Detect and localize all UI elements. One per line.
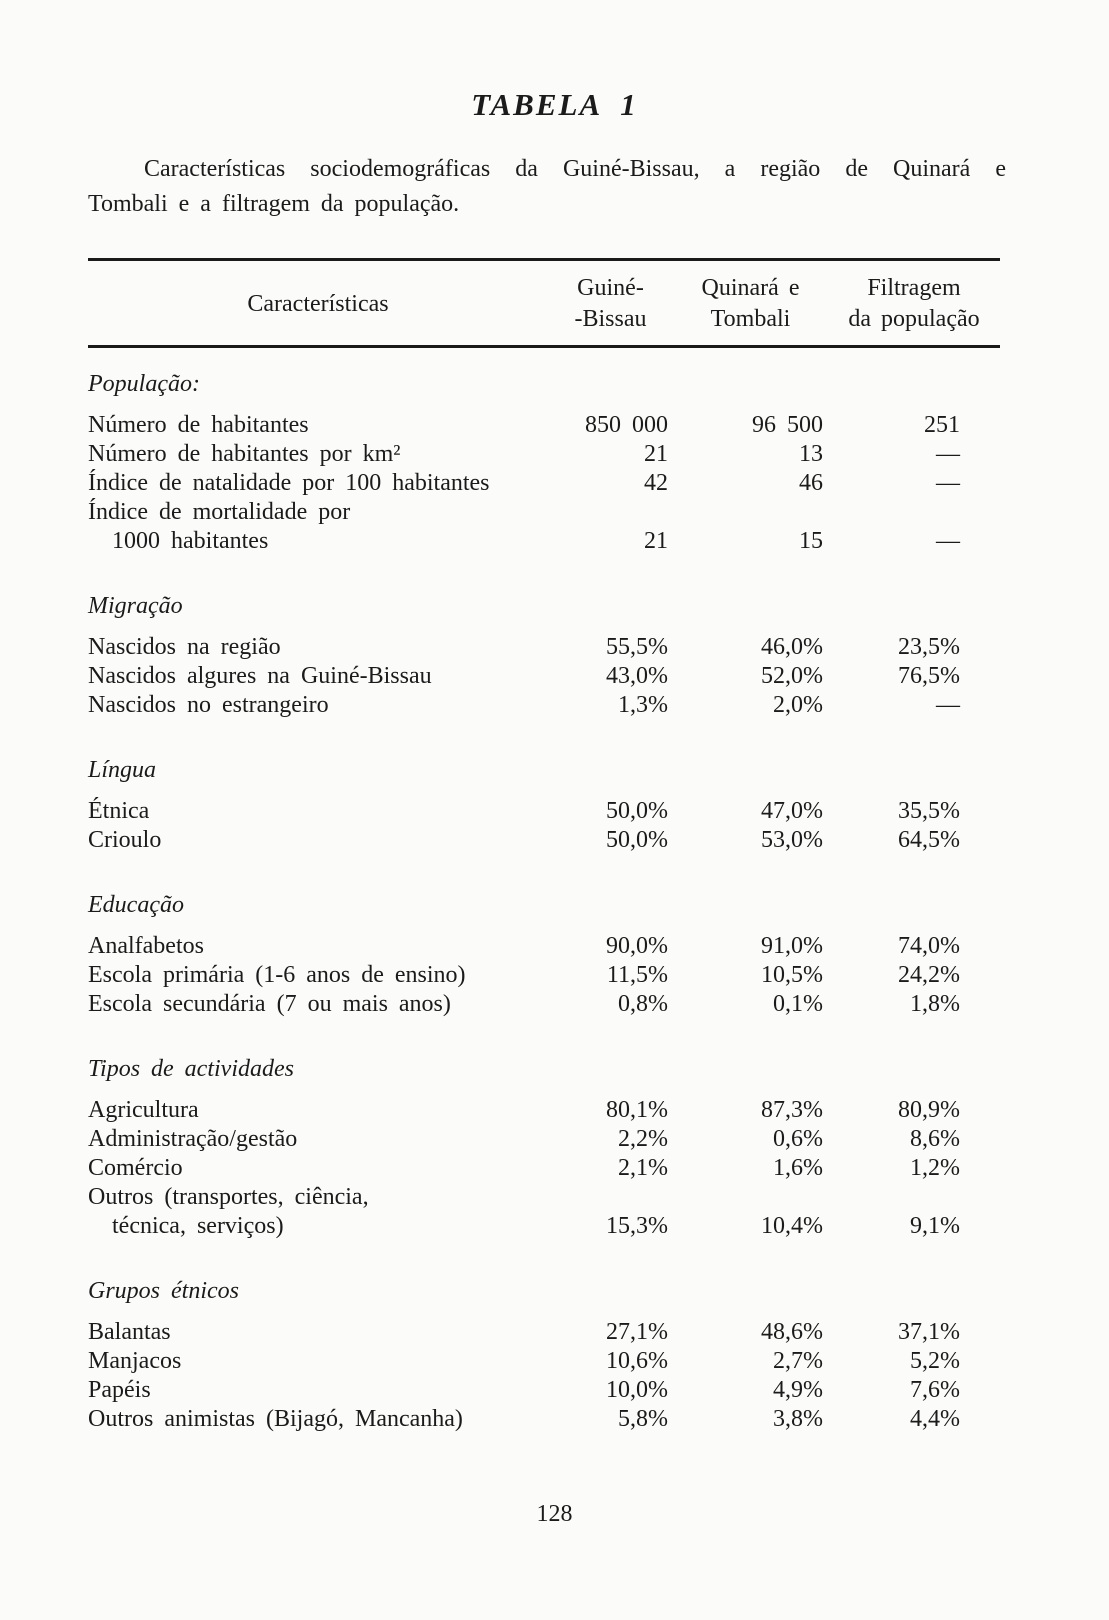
table-caption xyxy=(88,152,1006,222)
row-label: Comércio xyxy=(88,1155,183,1181)
value-quinara-tombali: 46,0% xyxy=(761,634,823,660)
row-label: Nascidos na região xyxy=(88,634,281,660)
section-heading-tipos-actividades: Tipos de actividades xyxy=(88,1056,294,1082)
row-label-line2: 1000 habitantes xyxy=(112,528,269,554)
value-guine-bissau: 10,6% xyxy=(606,1348,668,1374)
value-filtragem: 8,6% xyxy=(910,1126,960,1152)
value-quinara-tombali: 46 xyxy=(799,470,823,496)
value-guine-bissau: 21 xyxy=(644,528,668,554)
header-guine-line2: -Bissau xyxy=(574,306,647,332)
header-filtragem xyxy=(828,273,1000,335)
value-quinara-tombali: 91,0% xyxy=(761,933,823,959)
row-label: Crioulo xyxy=(88,827,162,853)
table-row xyxy=(88,826,1000,855)
row-label: Número de habitantes xyxy=(88,412,309,438)
section-heading-migracao: Migração xyxy=(88,593,183,619)
header-caracteristicas: Características xyxy=(247,290,389,317)
value-filtragem: — xyxy=(936,528,960,554)
table-row xyxy=(88,633,1000,662)
header-filtragem-line2: da população xyxy=(848,306,980,332)
header-quinara-line1: Quinará e xyxy=(701,275,800,301)
table-row xyxy=(88,1154,1000,1183)
table-row xyxy=(88,961,1000,990)
value-filtragem: 74,0% xyxy=(898,933,960,959)
value-quinara-tombali: 53,0% xyxy=(761,827,823,853)
value-quinara-tombali: 13 xyxy=(799,441,823,467)
row-label: Administração/gestão xyxy=(88,1126,298,1152)
row-label: Étnica xyxy=(88,798,150,824)
header-guine-bissau xyxy=(548,273,673,335)
value-filtragem: 5,2% xyxy=(910,1348,960,1374)
value-filtragem: — xyxy=(936,470,960,496)
row-label: Nascidos no estrangeiro xyxy=(88,692,329,718)
table-row xyxy=(88,990,1000,1019)
row-label: Balantas xyxy=(88,1319,171,1345)
value-guine-bissau: 55,5% xyxy=(606,634,668,660)
value-filtragem: 35,5% xyxy=(898,798,960,824)
value-filtragem: 24,2% xyxy=(898,962,960,988)
caption-line-1: Características sociodemográficas da Guiné-Bissau, a região de Quinará e xyxy=(144,156,1006,182)
row-label: Índice de natalidade por 100 habitantes xyxy=(88,470,490,496)
table-row xyxy=(88,469,1000,498)
page-number: 128 xyxy=(536,1501,573,1527)
row-label: Outros animistas (Bijagó, Mancanha) xyxy=(88,1406,463,1432)
row-label-line2: técnica, serviços) xyxy=(112,1213,284,1239)
value-filtragem: 76,5% xyxy=(898,663,960,689)
sociodemographic-table xyxy=(88,258,1000,1434)
header-guine-line1: Guiné- xyxy=(577,275,644,301)
header-filtragem-line1: Filtragem xyxy=(867,275,961,301)
header-quinara-line2: Tombali xyxy=(710,306,791,332)
value-quinara-tombali: 10,4% xyxy=(761,1213,823,1239)
value-quinara-tombali: 52,0% xyxy=(761,663,823,689)
table-header-row xyxy=(88,258,1000,348)
value-guine-bissau: 90,0% xyxy=(606,933,668,959)
value-guine-bissau: 42 xyxy=(644,470,668,496)
value-guine-bissau: 1,3% xyxy=(618,692,668,718)
value-filtragem: 251 xyxy=(924,412,960,438)
table-row xyxy=(88,1405,1000,1434)
table-row xyxy=(88,1318,1000,1347)
row-label: Manjacos xyxy=(88,1348,182,1374)
table-row xyxy=(88,1347,1000,1376)
table-row xyxy=(88,691,1000,720)
value-quinara-tombali: 96 500 xyxy=(752,412,823,438)
value-filtragem: 80,9% xyxy=(898,1097,960,1123)
value-quinara-tombali: 15 xyxy=(799,528,823,554)
value-filtragem: 1,2% xyxy=(910,1155,960,1181)
value-filtragem: 64,5% xyxy=(898,827,960,853)
value-guine-bissau: 2,2% xyxy=(618,1126,668,1152)
table-row xyxy=(88,797,1000,826)
value-quinara-tombali: 0,1% xyxy=(773,991,823,1017)
value-filtragem: 37,1% xyxy=(898,1319,960,1345)
value-guine-bissau: 10,0% xyxy=(606,1377,668,1403)
value-guine-bissau: 850 000 xyxy=(585,412,668,438)
value-quinara-tombali: 1,6% xyxy=(773,1155,823,1181)
value-guine-bissau: 11,5% xyxy=(606,962,668,988)
row-label: Escola secundária (7 ou mais anos) xyxy=(88,991,451,1017)
value-guine-bissau: 0,8% xyxy=(618,991,668,1017)
value-guine-bissau: 43,0% xyxy=(606,663,668,689)
row-label: Nascidos algures na Guiné-Bissau xyxy=(88,663,432,689)
row-label: Papéis xyxy=(88,1377,151,1403)
value-guine-bissau: 80,1% xyxy=(606,1097,668,1123)
table-row xyxy=(88,498,1000,556)
value-quinara-tombali: 3,8% xyxy=(773,1406,823,1432)
caption-line-2: Tombali e a filtragem da população. xyxy=(88,191,460,217)
section-heading-populacao: População: xyxy=(88,371,200,397)
value-filtragem: 4,4% xyxy=(910,1406,960,1432)
table-row xyxy=(88,411,1000,440)
value-guine-bissau: 5,8% xyxy=(618,1406,668,1432)
row-label: Agricultura xyxy=(88,1097,199,1123)
row-label: Analfabetos xyxy=(88,933,204,959)
value-filtragem: — xyxy=(936,692,960,718)
section-heading-grupos-etnicos: Grupos étnicos xyxy=(88,1278,239,1304)
value-filtragem: 7,6% xyxy=(910,1377,960,1403)
value-filtragem: — xyxy=(936,441,960,467)
section-heading-lingua: Língua xyxy=(88,757,157,783)
value-guine-bissau: 50,0% xyxy=(606,827,668,853)
table-row xyxy=(88,932,1000,961)
table-row xyxy=(88,1125,1000,1154)
value-quinara-tombali: 10,5% xyxy=(761,962,823,988)
value-quinara-tombali: 2,0% xyxy=(773,692,823,718)
value-quinara-tombali: 4,9% xyxy=(773,1377,823,1403)
value-guine-bissau: 15,3% xyxy=(606,1213,668,1239)
row-label-line1: Índice de mortalidade por xyxy=(88,499,351,525)
row-label: Escola primária (1-6 anos de ensino) xyxy=(88,962,466,988)
value-guine-bissau: 50,0% xyxy=(606,798,668,824)
value-quinara-tombali: 87,3% xyxy=(761,1097,823,1123)
row-label xyxy=(88,1183,548,1241)
value-guine-bissau: 2,1% xyxy=(618,1155,668,1181)
table-title: TABELA 1 xyxy=(471,87,638,122)
value-guine-bissau: 27,1% xyxy=(606,1319,668,1345)
section-heading-educacao: Educação xyxy=(88,892,184,918)
table-row xyxy=(88,1376,1000,1405)
table-row xyxy=(88,440,1000,469)
value-quinara-tombali: 2,7% xyxy=(773,1348,823,1374)
value-filtragem: 1,8% xyxy=(910,991,960,1017)
table-row xyxy=(88,1183,1000,1241)
value-filtragem: 23,5% xyxy=(898,634,960,660)
table-row xyxy=(88,662,1000,691)
value-quinara-tombali: 0,6% xyxy=(773,1126,823,1152)
value-guine-bissau: 21 xyxy=(644,441,668,467)
value-quinara-tombali: 47,0% xyxy=(761,798,823,824)
table-row xyxy=(88,1096,1000,1125)
row-label-line1: Outros (transportes, ciência, xyxy=(88,1184,369,1210)
row-label: Número de habitantes por km² xyxy=(88,441,401,467)
value-filtragem: 9,1% xyxy=(910,1213,960,1239)
value-quinara-tombali: 48,6% xyxy=(761,1319,823,1345)
row-label xyxy=(88,498,548,556)
header-quinara-tombali xyxy=(673,273,828,335)
